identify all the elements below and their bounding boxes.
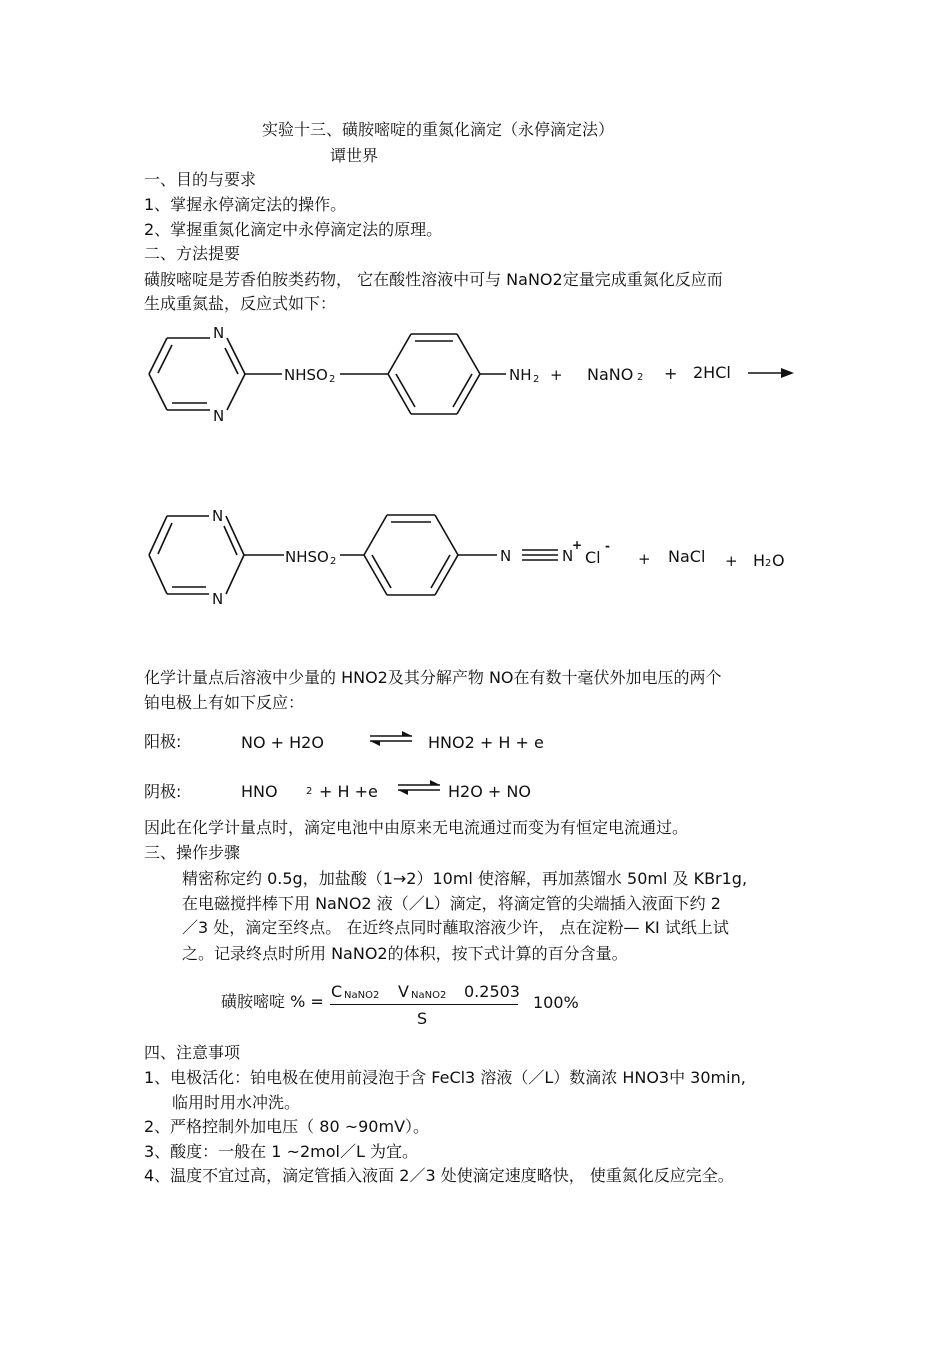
- product-h2o-h: H: [753, 551, 766, 570]
- paragraph-line: 因此在化学计量点时，滴定电池中由原来无电流通过而变为有恒定电流通过。: [144, 818, 689, 837]
- cathode-reactant-hno: HNO: [241, 782, 278, 801]
- reagent-hcl: 2HCl: [693, 363, 731, 382]
- paragraph-line: 铂电极上有如下反应：: [144, 693, 305, 712]
- list-item: 2、严格控制外加电压（ 80 ~90mV）。: [144, 1117, 430, 1136]
- paragraph-line: 磺胺嘧啶是芳香伯胺类药物， 它在酸性溶液中可与 NaNO2定量完成重氮化反应而: [144, 270, 723, 289]
- cathode-label: 阴极:: [144, 782, 182, 801]
- formula-percent: 100%: [533, 993, 579, 1012]
- atom-label-n: N: [213, 407, 225, 425]
- subscript: 2: [306, 786, 313, 797]
- list-item: 1、掌握永停滴定法的操作。: [144, 195, 347, 214]
- paragraph-line: 生成重氮盐，反应式如下：: [144, 294, 337, 313]
- formula-factor: 0.2503: [464, 982, 520, 1001]
- atom-label-n: N: [562, 547, 574, 565]
- charge-plus: +: [572, 538, 583, 552]
- paragraph-line: 化学计量点后溶液中少量的 HNO2及其分解产物 NO在有数十毫伏外加电压的两个: [144, 668, 722, 687]
- formula-v: V: [398, 982, 409, 1001]
- atom-label-n: N: [212, 590, 224, 608]
- subscript: 2: [533, 374, 540, 385]
- section-heading-1: 一、目的与要求: [144, 170, 257, 189]
- atom-label-n: N: [213, 324, 225, 342]
- charge-minus: -: [605, 539, 610, 553]
- plus-sign: +: [638, 550, 651, 568]
- cathode-reactants: + H +e: [319, 782, 378, 801]
- section-heading-3: 三、操作步骤: [144, 843, 241, 862]
- reagent-nano: NaNO: [587, 365, 634, 384]
- anode-label: 阳极:: [144, 732, 182, 751]
- group-label-nhso: NHSO: [285, 548, 329, 566]
- list-item: 3、酸度：一般在 1 ~2mol／L 为宜。: [144, 1142, 418, 1161]
- subscript: 2: [330, 556, 337, 567]
- atom-label-n: N: [500, 547, 512, 565]
- section-heading-4: 四、注意事项: [144, 1043, 241, 1062]
- cathode-products: H2O + NO: [448, 782, 531, 801]
- atom-label-n: N: [212, 507, 224, 525]
- subscript: 2: [329, 374, 336, 385]
- anode-products: HNO2 + H + e: [428, 733, 544, 752]
- formula-c: C: [331, 982, 343, 1001]
- list-item-continuation: 临用时用水冲洗。: [172, 1093, 301, 1112]
- plus-sign: +: [725, 552, 738, 570]
- plus-sign: +: [664, 364, 678, 383]
- formula-lhs: 磺胺嘧啶 % =: [221, 992, 324, 1011]
- formula-v-subscript: NaNO2: [411, 990, 447, 1001]
- product-h2o-o: O: [772, 551, 785, 570]
- section-heading-2: 二、方法提要: [144, 244, 241, 263]
- group-label-nhso: NHSO: [284, 366, 328, 384]
- group-label-nh: NH: [509, 366, 532, 384]
- page-title: 实验十三、磺胺嘧啶的重氮化滴定（永停滴定法）: [262, 120, 615, 139]
- list-item: 1、电极活化：铂电极在使用前浸泡于含 FeCl3 溶液（／L）数滴浓 HNO3中 30min,: [144, 1068, 746, 1087]
- subscript: 2: [765, 558, 772, 569]
- paragraph-line: 精密称定约 0.5g，加盐酸（1→2）10ml 使溶解，再加蒸馏水 50ml 及 KBr1g,: [182, 869, 748, 888]
- paragraph-line: 在电磁搅拌棒下用 NaNO2 液（／L）滴定，将滴定管的尖端插入液面下约 2: [182, 894, 721, 913]
- anode-reactants: NO + H2O: [241, 733, 324, 752]
- ion-cl: Cl: [585, 548, 601, 567]
- fraction-line: [330, 1004, 518, 1005]
- product-nacl: NaCl: [668, 547, 706, 566]
- author: 谭世界: [330, 146, 379, 165]
- formula-c-subscript: NaNO2: [344, 990, 380, 1001]
- list-item: 2、掌握重氮化滴定中永停滴定法的原理。: [144, 220, 443, 239]
- subscript: 2: [637, 372, 644, 383]
- formula-denominator: S: [417, 1009, 428, 1028]
- plus-sign: +: [550, 366, 563, 384]
- paragraph-line: 之。记录终点时所用 NaNO2的体积，按下式计算的百分含量。: [182, 944, 628, 963]
- paragraph-line: ／3 处，滴定至终点。 在近终点同时蘸取溶液少许， 点在淀粉— KI 试纸上试: [182, 918, 729, 937]
- list-item: 4、温度不宜过高，滴定管插入液面 2／3 处使滴定速度略快， 使重氮化反应完全。: [144, 1166, 734, 1185]
